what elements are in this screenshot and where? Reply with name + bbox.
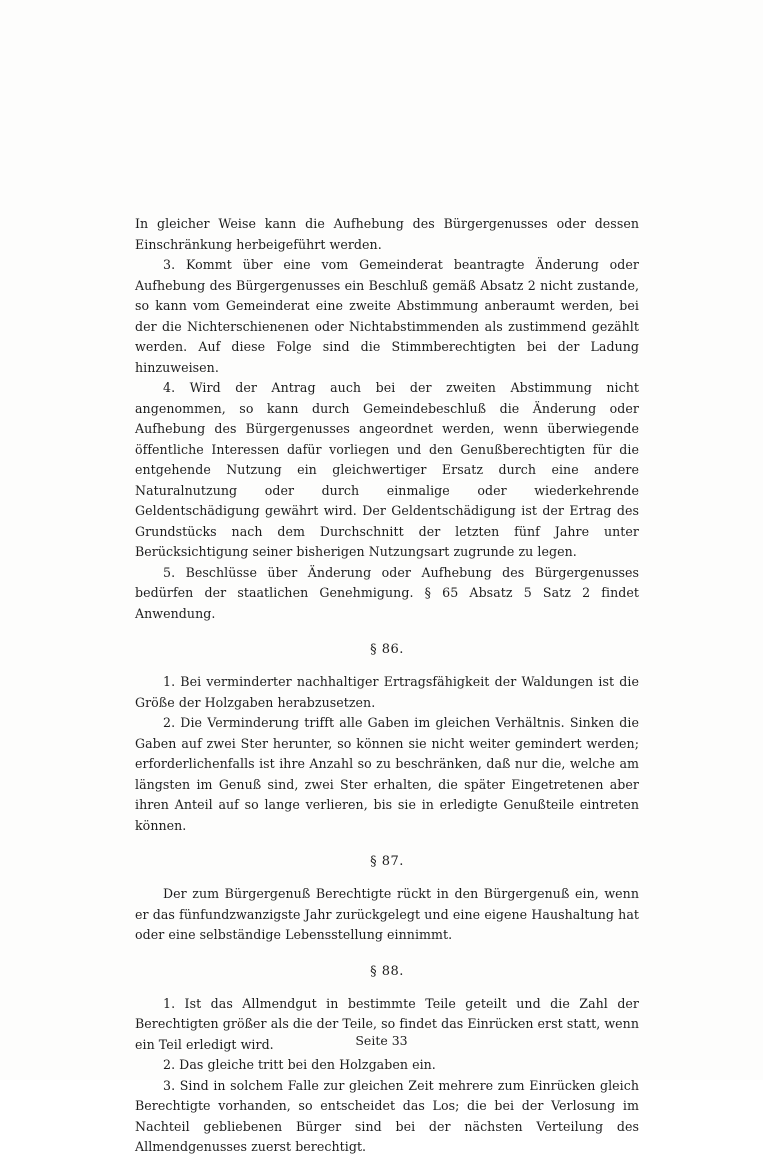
section-86-paragraph-2: 2. Die Verminderung trifft alle Gaben im gleichen Verhältnis. Sinken die Gaben auf zwei Ster herunter, so können sie nicht weiter gemindert werden; erforderlichenfalls ist ihre Anzahl so zu beschränken, daß nur die, welche am längsten im Genuß sind, zwei Ster erhalten, die später Eingetretenen aber ihren Anteil auf so lange verlieren, bis sie in erledigte Genußteile eintreten können.	[135, 715, 639, 833]
section-87-paragraph-1: Der zum Bürgergenuß Berechtigte rückt in den Bürgergenuß ein, wenn er das fünfundzwanzigste Jahr zurückgelegt und eine eigene Haushaltung hat oder eine selbständige Lebensstellung einnimmt.	[135, 886, 639, 942]
section-88-paragraph-1: 1. Ist das Allmendgut in bestimmte Teile geteilt und die Zahl der Berechtigten größer als die der Teile, so findet das Einrücken erst statt, wenn ein Teil erledigt wird.	[135, 995, 639, 1052]
section-88-paragraph-3: 3. Sind in solchem Falle zur gleichen Zeit mehrere zum Einrücken gleich Berechtigte vorhanden, so entscheidet das Los; die bei der Verlosung im Nachteil gebliebenen Bürger sind bei der nächsten Verteilung des Allmendgenusses zuerst berechtigt.	[135, 1077, 639, 1154]
section-heading-88: § 88.	[370, 963, 404, 979]
page-number: Seite 33	[355, 1033, 408, 1048]
body-text	[135, 214, 639, 1158]
section-heading-86: § 86.	[370, 642, 404, 657]
paragraph-intro: In gleicher Weise kann die Aufhebung des Bürgergenusses oder dessen Einschränkung herbeigeführt werden.	[135, 216, 639, 252]
paragraph-3: 3. Kommt über eine vom Gemeinderat beantragte Änderung oder Aufhebung des Bürgergenusses ein Beschluß gemäß Absatz 2 nicht zustande, so kann vom Gemeinderat eine zweite Abstimmung anberaumt werden, bei der die Nichterschienenen oder Nichtabstimmenden als zustimmend gezählt werden. Auf diese Folge sind die Stimmberechtigten bei der Ladung hinzuweisen.	[135, 257, 639, 375]
section-88-paragraph-2: 2. Das gleiche tritt bei den Holzgaben ein.	[163, 1057, 436, 1072]
section-86-paragraph-1: 1. Bei verminderter nachhaltiger Ertragsfähigkeit der Waldungen ist die Größe der Holzgaben herabzusetzen.	[135, 674, 639, 710]
paragraph-5: 5. Beschlüsse über Änderung oder Aufhebung des Bürgergenusses bedürfen der staatlichen Genehmigung. § 65 Absatz 5 Satz 2 findet Anwendung.	[135, 564, 639, 621]
paragraph-4: 4. Wird der Antrag auch bei der zweiten Abstimmung nicht angenommen, so kann durch Gemeindebeschluß die Änderung oder Aufhebung des Bürgergenusses angeordnet werden, wenn überwiegende öffentliche Interessen dafür vorliegen und den Genußberechtigten für die entgehende Nutzung ein gleichwertiger Ersatz durch eine andere Naturalnutzung oder durch einmalige oder wiederkehrende Geldentschädigung gewährt wird. Der Geldentschädigung ist der Ertrag des Grundstücks nach dem Durchschnitt der letzten fünf Jahre unter Berücksichtigung seiner bisherigen Nutzungsart zugrunde zu legen.	[135, 380, 639, 559]
section-heading-87: § 87.	[370, 854, 404, 869]
